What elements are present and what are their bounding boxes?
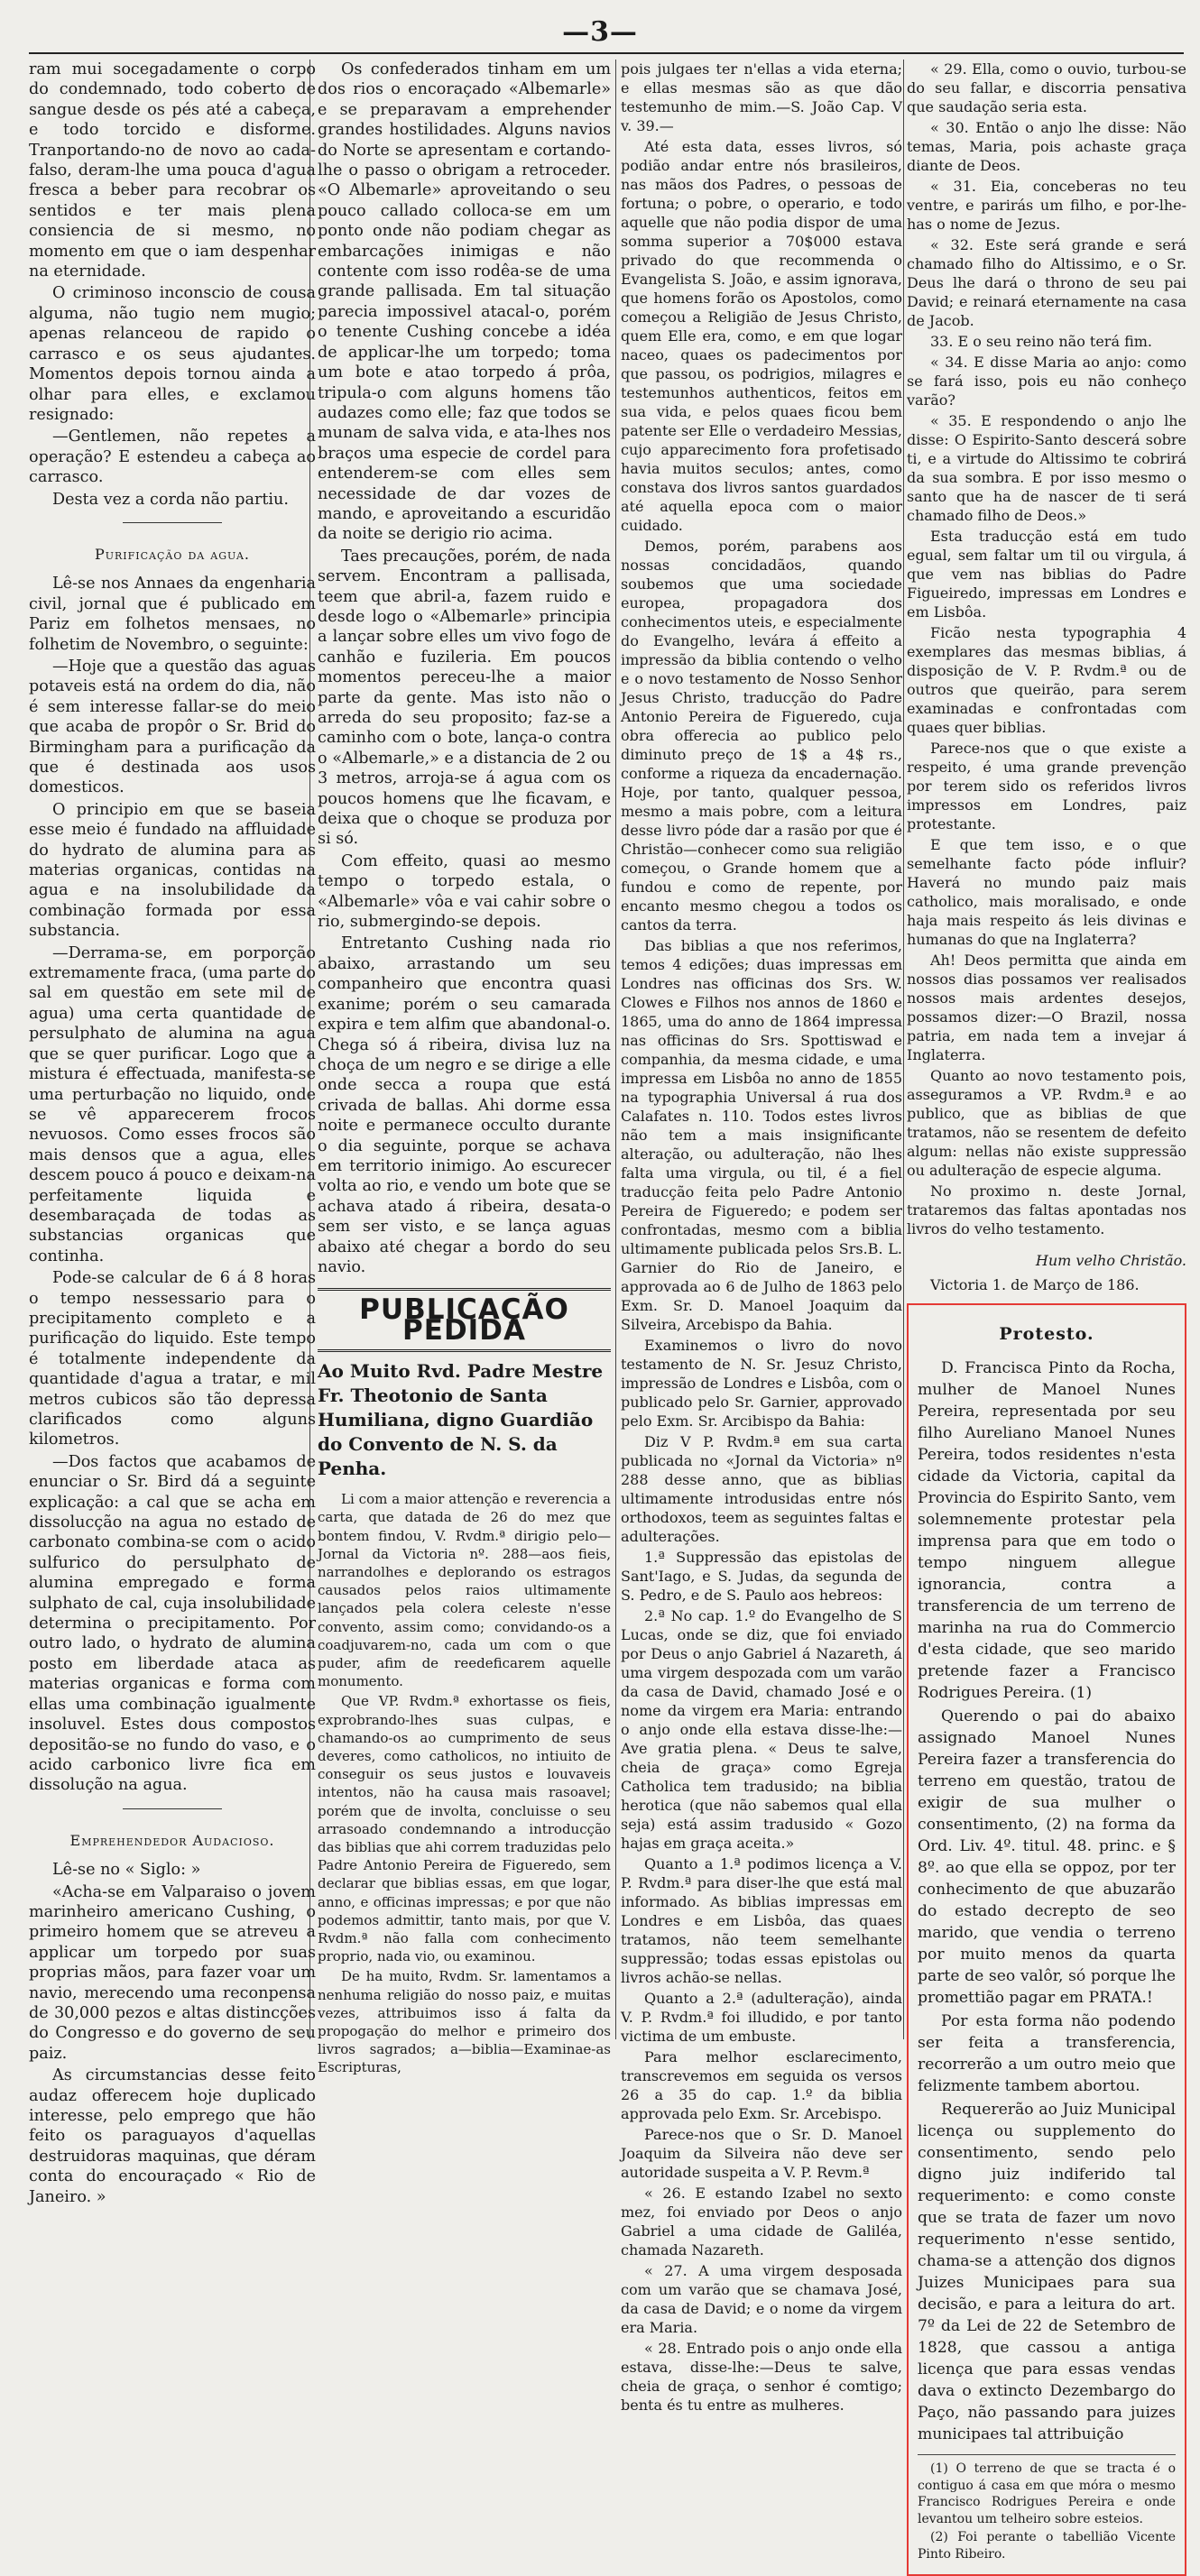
protest-title: Protesto.	[999, 1324, 1094, 1344]
protest-notice	[907, 1303, 1186, 2576]
paragraph: Ah! Deos permitta que ainda em nossos dias possamos ver realisados nossos mais ardentes desejos, possamos dizer:—O Brazil, nossa patria, em nada tem a invejar á Inglaterra.	[907, 952, 1186, 1063]
paragraph: —Hoje que a questão das aguas potaveis está na ordem do dia, não é sem interesse fallar-se do meio que acaba de propôr o Sr. Brid do Birmingham para a purificação da que é destinada aos usos domesticos.	[29, 657, 316, 797]
paragraph: Que VP. Rvdm.ª exhortasse os fieis, exprobrando-lhes suas culpas, e chamando-os ao cumprimento de seus deveres, como catholicos, no intiuito de conseguir os seus justos e louvaveis intentos, não ha causa mais rasoavel; porém que de involta, concluisse o seu arrasoado condemnando a introducção das biblias que ahi correm traduzidas pelo Padre Antonio Pereira de Figueredo, sem declarar que biblias essas, em que logar, anno, e officinas impressas; e por que não podemos admittir, tanto mais, por que V. Rvdm.ª não falla com conhecimento proprio, nada vio, ou examinou.	[318, 1693, 611, 1965]
paragraph: Desta vez a corda não partiu.	[52, 490, 289, 509]
paragraph: « 26. E estando Izabel no sexto mez, foi enviado por Deos o anjo Gabriel a uma cidade de Galiléa, chamada Nazareth.	[621, 2185, 902, 2259]
paragraph: Até esta data, esses livros, só podião andar entre nós brasileiros, nas mãos dos Padres, o pessoas de fortuna; o pobre, o operario, e todo aquelle que não podia dispor de uma somma superior a 70$000 estava privado do que recommenda o Evangelista S. João, e assim ignorava, que homens forão os Apostolos, como começou a Religião de Jesus Christo, quem Elle era, como, e em que logar naceo, quaes os padecimentos por que passou, os podrigios, milagres e testemunhos authenticos, feitos em sua vida, e pelos quaes ficou bem patente ser Elle o verdadeiro Messias, cujo apparecimento fora profetisado havia muitos seculos; antes, como constava dos livros santos guardados até aquella epoca com o maior cuidado.	[621, 138, 902, 534]
paragraph: Parece-nos que o Sr. D. Manoel Joaquim da Silveira não deve ser autoridade suspeita a V. P. Revm.ª	[621, 2126, 902, 2181]
paragraph: —Derrama-se, em porporção extremamente fraca, (uma parte do sal em questão em sete mil de agua) uma certa quantidade de persulphato de alumina na agua que se quer purificar. Logo que a mistura é effectuada, manifesta-se uma perturbação no liquido, onde se vê apparecerem frocos nevuosos. Como esses frocos são mais densos que a agua, elles descem pouco á pouco e deixam-na perfeitamente liquida e desembaraçada de todas as substancias organicas que continha.	[29, 943, 316, 1265]
column-divider	[903, 60, 904, 2039]
paragraph: pois julgaes ter n'ellas a vida eterna; e ellas mesmas são as que dão testemunho de mim.—S. João Cap. V v. 39.—	[621, 60, 902, 134]
paragraph: O criminoso inconscio de cousa alguma, não tugio nem mugio; apenas relanceou de rapido o carrasco e os seus ajudantes. Momentos depois tornou ainda a olhar para elles, e exclamou resignado:	[29, 284, 316, 424]
paragraph: —Gentlemen, não repetes a operação? E estendeu a cabeça ao carrasco.	[29, 428, 316, 487]
column-4	[907, 60, 1186, 2562]
paragraph: Taes precauções, porém, de nada servem. Encontram a pallisada, teem que abril-a, fazem ruido e desde logo o «Albemarle» principia a lançar sobre elles um vivo fogo de canhão e fuzileria. Em poucos momentos pereceu-lhe a maior parte da gente. Mas isto não o arreda do seu proposito; faz-se a caminho com o bote, lança-o contra o «Albemarle,» e a distancia de 2 ou 3 metros, arroja-se á agua com os poucos homens que lhe ficavam, e deixa que o choque se produza por si só.	[318, 547, 611, 849]
paragraph: —Dos factos que acabamos de enunciar o Sr. Bird dá a seguinte explicação: a cal que se acha em dissolucção na agua no estado de carbonato combina-se com o acido sulfurico do persulphato de alumina empregado e forma sulphato de cal, cuja insolubilidade determina o precipitamento. Por outro lado, o hydrato de alumina posto em liberdade ataca as materias organicas e forma com ellas uma combinação igualmente insoluvel. Estes dous compostos depositão-se no fundo do vaso, e o acido carbonico livre fica em dissolução na agua.	[29, 1452, 316, 1795]
paragraph: Querendo o pai do abaixo assignado Manoel Nunes Pereira fazer a transferencia do terreno em questão, tratou de exigir de sua mulher o consentimento, (2) na forma da Ord. Liv. 4º. titul. 48. princ. e § 8º. ao que ella se oppoz, por ter conhecimento de que abuzarão do estado decrepto de seo marido, que vendia o terreno por muito menos da quarta parte de seo valôr, só porque lhe promettião pagar em PRATA.!	[918, 1707, 1176, 2007]
paragraph: Ficão nesta typographia 4 exemplares das mesmas biblias, á disposição de V. P. Rvdm.ª ou de outros que queirão, para serem examinadas e confrontadas com quaes quer biblias.	[907, 624, 1186, 736]
paragraph: 33. E o seu reino não terá fim.	[930, 333, 1153, 350]
paragraph: Entretanto Cushing nada rio abaixo, arrastando um seu companheiro que encontra quasi exanime; porém o seu camarada expira e tem alfim que abandonal-o. Chega só á ribeira, divisa luz na choça de um negro e se dirige a elle onde secca a roupa que está crivada de ballas. Ahi dorme essa noite e permanece occulto durante o dia seguinte, porque se achava em territorio inimigo. Ao escurecer volta ao rio, e vendo um bote que se achava atado á ribeira, desata-o sem ser visto, e se lança aguas abaixo até chegar a bordo do seu navio.	[318, 934, 611, 1276]
paragraph: Demos, porém, parabens aos nossas concidadãos, quando soubemos que uma sociedade europea, propagadora dos conhecimentos uteis, e especialmente do Evangelho, levára á effeito a impressão da biblia contendo o velho e o novo testamento de Nosso Senhor Jesus Christo, traducção do Padre Antonio Pereira de Figueredo, cuja obra offerecia ao publico pelo diminuto preço de 1$ a 4$ rs., conforme a riqueza da encadernação. Hoje, por tanto, qualquer pessoa, mesmo a mais pobre, com a leitura desse livro póde dar a rasão por que é Christão—conhecer como sua religião começou, o Grande homem que a fundou e como de repente, por encanto mesmo chegou a todos os cantos da terra.	[621, 538, 902, 934]
paragraph: Das biblias a que nos referimos, temos 4 edições; duas impressas em Londres nas officinas dos Srs. W. Clowes e Filhos nos annos de 1860 e 1865, uma do anno de 1864 impressa nas officinas do Srs. Spottiswad e companhia, da mesma cidade, e uma impressa em Lisbôa no anno de 1855 na typographia Universal á rua dos Calafates n. 110. Todos estes livros não tem a mais insignificante alteração, ou adulteração, não lhes falta uma virgula, ou til, é a fiel traducção feita pelo Padre Antonio Pereira de Figueredo; e podem ser confrontadas, mesmo com a biblia ultimamente publicada pelos Srs.B. L. Garnier do Rio de Janeiro, e approvada ao 6 de Julho de 1863 pelo Exm. Sr. D. Manoel Joaquim da Silveira, Arcebispo da Bahia.	[621, 937, 902, 1333]
column-1	[29, 60, 316, 2206]
paragraph: Quanto a 1.ª podimos licença a V. P. Rvdm.ª para diser-lhe que está mal informado. As biblias impressas em Londres e em Lisbôa, das quaes tratamos, não teem semelhante suppressão; todas essas epistolas ou livros achão-se nellas.	[621, 1855, 902, 1986]
header-rule	[29, 52, 1184, 54]
paragraph: Os confederados tinham em um dos rios o encoraçado «Albemarle» e se preparavam a emprehender grandes hostilidades. Alguns navios do Norte se apresentam e cortando-lhe o passo o obrigam a retroceder. «O Albemarle» aproveitando o seu pouco callado colloca-se em um ponto onde não podiam chegar as embarcações inimigas e não contente com isso rodêa-se de uma grande pallisada. Em tal situação parecia impossivel atacal-o, porém o tenente Cushing concebe a idéa de applicar-lhe um torpedo; toma um bote e atao torpedo á prôa, tripula-o com alguns homens tão audazes como elle; faz que todos se munam de salva vida, e ata-lhes nos braços uma especie de cordel para entenderem-se com elles sem necessidade de dar vozes de mando, e aproveitando a escuridão da noite se derigio rio acima.	[318, 60, 611, 544]
paragraph: « 27. A uma virgem desposada com um varão que se chamava José, da casa de David; e o nome da virgem era Maria.	[621, 2262, 902, 2336]
paragraph: Pode-se calcular de 6 á 8 horas o tempo nessessario para o precipitamento completo e a purificação do liquido. Este tempo é totalmente independente da quantidade d'agua a tratar, e mil metros cubicos são tão depressa clarificados como alguns kilometros.	[29, 1269, 316, 1449]
paragraph: Li com a maior attenção e reverencia a carta, que datada de 26 do mez que bontem findou, V. Rvdm.ª dirigio pelo—Jornal da Victoria nº. 288—aos fieis, narrandolhes e deplorando os estragos causados pelos raios ultimamente lançados pela colera celeste n'esse convento, assim como; convidando-os a coadjuvarem-no, cada um com o que puder, afim de reedeficarem aquelle monumento.	[318, 1491, 611, 1690]
paragraph: Diz V P. Rvdm.ª em sua carta publicada no «Jornal da Victoria» nº 288 desse anno, que as biblias ultimamente introdusidas entre nós orthodoxos, teem as seguintes faltas e adulterações.	[621, 1433, 902, 1545]
paragraph: Por esta forma não podendo ser feita a transferencia, recorrerão a um outro meio que felizmente tambem abortou.	[918, 2012, 1176, 2095]
paragraph: No proximo n. deste Jornal, trataremos das faltas apontadas nos livros do velho testamento.	[907, 1182, 1186, 1237]
signature: Hum velho Christão.	[1035, 1252, 1186, 1269]
footnote: (1) O terreno de que se tracta é o contiguo á casa em que móra o mesmo Francisco Rodrigues Pereira e onde levantou um telheiro sobre esteios.	[918, 2461, 1176, 2526]
paragraph: Quanto ao novo testamento pois, asseguramos a VP. Rvdm.ª e ao publico, que as biblias de que tratamos, não se resentem de defeito algum: nellas não existe suppressão ou adulteração de especie alguma.	[907, 1067, 1186, 1179]
paragraph: « 31. Eia, conceberas no teu ventre, e parirás um filho, e por-lhe-has o nome de Jezus.	[907, 178, 1186, 233]
paragraph: Requererão ao Juiz Municipal licença ou supplemento do consentimento, sendo pelo digno juiz indiferido tal requerimento: e como conste que se trata de fazer um novo requerimento n'esse sentido, chama-se a attenção dos dignos Juizes Municipaes para sua decisão, e para a leitura do art. 7º da Lei de 22 de Setembro de 1828, que cassou a antiga licença que para essas vendas dava o extincto Dezembargo do Paço, não passando para juizes municipaes tal attribuição	[918, 2101, 1176, 2443]
paragraph: Com effeito, quasi ao mesmo tempo o torpedo estala, o «Albemarle» vôa e vai cahir sobre o rio, submergindo-se depois.	[318, 851, 611, 932]
paragraph: De ha muito, Rvdm. Sr. lamentamos a nenhuma religião do nosso paiz, e muitas vezes, attribuimos isso á falta da propogação do melhor e primeiro dos livros sagrados; a—biblia—Examinae-as Escripturas,	[318, 1968, 611, 2076]
publicacao-pedida-title: PUBLICAÇÃO PEDIDA	[359, 1293, 569, 1347]
paragraph: Examinemos o livro do novo testamento de N. Sr. Jesuz Christo, impressão de Londres e Lisbôa, com o publicado pelo Sr. Garnier, approvado pelo Exm. Sr. Arcibispo da Bahia:	[621, 1337, 902, 1430]
section-rule	[123, 522, 222, 523]
paragraph: Esta traducção está em tudo egual, sem faltar um til ou virgula, á que vem nas biblias do Padre Figueiredo, impressas em Londres e em Lisbôa.	[907, 528, 1186, 621]
footnote-rule	[918, 2454, 1176, 2455]
paragraph: E que tem isso, e o que semelhante facto póde influir? Haverá no mundo paiz mais catholico, mais moralisado, e onde haja mais respeito ás leis divinas e humanas do que na Inglaterra?	[907, 836, 1186, 948]
letter-addressee: Ao Muito Rvd. Padre Mestre Fr. Theotonio de Santa Humiliana, digno Guardião do Convento de N. S. da Penha.	[318, 1360, 604, 1480]
paragraph: « 29. Ella, como o ouvio, turbou-se do seu fallar, e discorria pensativa que saudação seria esta.	[907, 60, 1186, 115]
paragraph: « 32. Este será grande e será chamado filho do Altissimo, e o Sr. Deus lhe dará o throno de seu pai David; e reinará eternamente na casa de Jacob.	[907, 236, 1186, 329]
footnote: (2) Foi perante o tabellião Vicente Pinto Ribeiro.	[918, 2530, 1176, 2562]
paragraph: « 28. Entrado pois o anjo onde ella estava, disse-lhe:—Deus te salve, cheia de graça, o senhor é comtigo; benta és tu entre as mulheres.	[621, 2340, 902, 2414]
column-3	[621, 60, 902, 2414]
paragraph: O principio em que se baseia esse meio é fundado na affluidade do hydrato de alumina para as materias organicas, contidas na agua e na insolubilidade da combinação formada por essa substancia.	[29, 800, 316, 941]
dateline: Victoria 1. de Março de 186.	[930, 1276, 1140, 1293]
paragraph: « 34. E disse Maria ao anjo: como se fará isso, pois eu não conheço varão?	[907, 354, 1186, 409]
paragraph: Lê-se nos Annaes da engenharia civil, jornal que é publicado em Pariz em folhetos mensaes, no folhetim de Novembro, o seguinte:	[29, 575, 316, 654]
paragraph: ram mui socegadamente o corpo do condemnado, todo coberto de sangue desde os pés até a cabeça, e todo torcido e disforme. Tranportando-no de novo ao cada-falso, deram-lhe uma pouca d'agua fresca a beber para recobrar os sentidos e ter mais plena consiencia de si mesmo, no momento em que o iam despenhar na eternidade.	[29, 60, 316, 281]
paragraph: 1.ª Suppressão das epistolas de Sant'Iago, e S. Judas, da segunda de S. Pedro, e de S. Paulo aos hebreos:	[621, 1549, 902, 1604]
paragraph: Para melhor esclarecimento, transcrevemos em seguida os versos 26 a 35 do cap. 1.º da biblia approvada pelo Exm. Sr. Arcebispo.	[621, 2048, 902, 2122]
paragraph: «Acha-se em Valparaiso o jovem marinheiro americano Cushing, o primeiro homem que se atreveu a applicar um torpedo por suas proprias mãos, para fazer voar um navio, merecendo uma reconpensa de 30,000 pezos e altas distincções do Congresso e do governo de seu paiz.	[29, 1882, 316, 2063]
paragraph: « 35. E respondendo o anjo lhe disse: O Espirito-Santo descerá sobre ti, e a virtude do Altissimo te cobrirá da sua sombra. E por isso mesmo o santo que ha de nascer de ti será chamado filho de Deos.»	[907, 412, 1186, 524]
section-title-emprehendedor: Emprehendedor Audacioso.	[69, 1831, 275, 1849]
paragraph: As circumstancias desse feito audaz offerecem hoje duplicado interesse, pelo emprego que hão feito os paraguayos d'aquellas destruidoras maquinas, que déram conta do encouraçado « Rio de Janeiro. »	[29, 2066, 316, 2206]
paragraph: Lê-se no « Siglo: »	[52, 1861, 201, 1880]
column-divider	[615, 60, 616, 2039]
publicacao-pedida-banner	[318, 1288, 611, 1352]
section-title-purificacao: Purificação da agua.	[94, 545, 250, 563]
page-number: —3—	[562, 16, 638, 48]
paragraph: « 30. Então o anjo lhe disse: Não temas, Maria, pois achaste graça diante de Deos.	[907, 119, 1186, 174]
paragraph: 2.ª No cap. 1.º do Evangelho de S Lucas, onde se diz, que foi enviado por Deus o anjo Gabriel á Nazareth, á uma virgem despozada com um varão da casa de David, chamado José e o nome da virgem era Maria: entrando o anjo onde ella estava disse-lhe:—Ave gratia plena. « Deus te salve, cheia de graça» como Egreja Catholica tem tradusido; na biblia herotica (que não sabemos qual ella seja) está assim tradusido « Gozo hajas em graça aceita.»	[621, 1607, 902, 1852]
column-2	[318, 60, 611, 2076]
section-rule	[123, 1808, 222, 1809]
paragraph: Quanto a 2.ª (adulteração), ainda V. P. Rvdm.ª foi illudido, e por tanto victima de um embuste.	[621, 1990, 902, 2045]
paragraph: Parece-nos que o que existe a respeito, é uma grande prevenção por terem sido os referidos livros impressos em Londres, paiz protestante.	[907, 740, 1186, 833]
paragraph: D. Francisca Pinto da Rocha, mulher de Manoel Nunes Pereira, representada por seu filho Aureliano Manoel Nunes Pereira, todos residentes n'esta cidade da Victoria, capital da Provincia do Espirito Santo, vem solemnemente protestar pela imprensa para que em todo o tempo ninguem allegue ignorancia, contra a transferencia de um terreno de marinha na rua do Commercio d'esta cidade, que seo marido pretende fazer a Francisco Rodrigues Pereira. (1)	[918, 1359, 1176, 1702]
